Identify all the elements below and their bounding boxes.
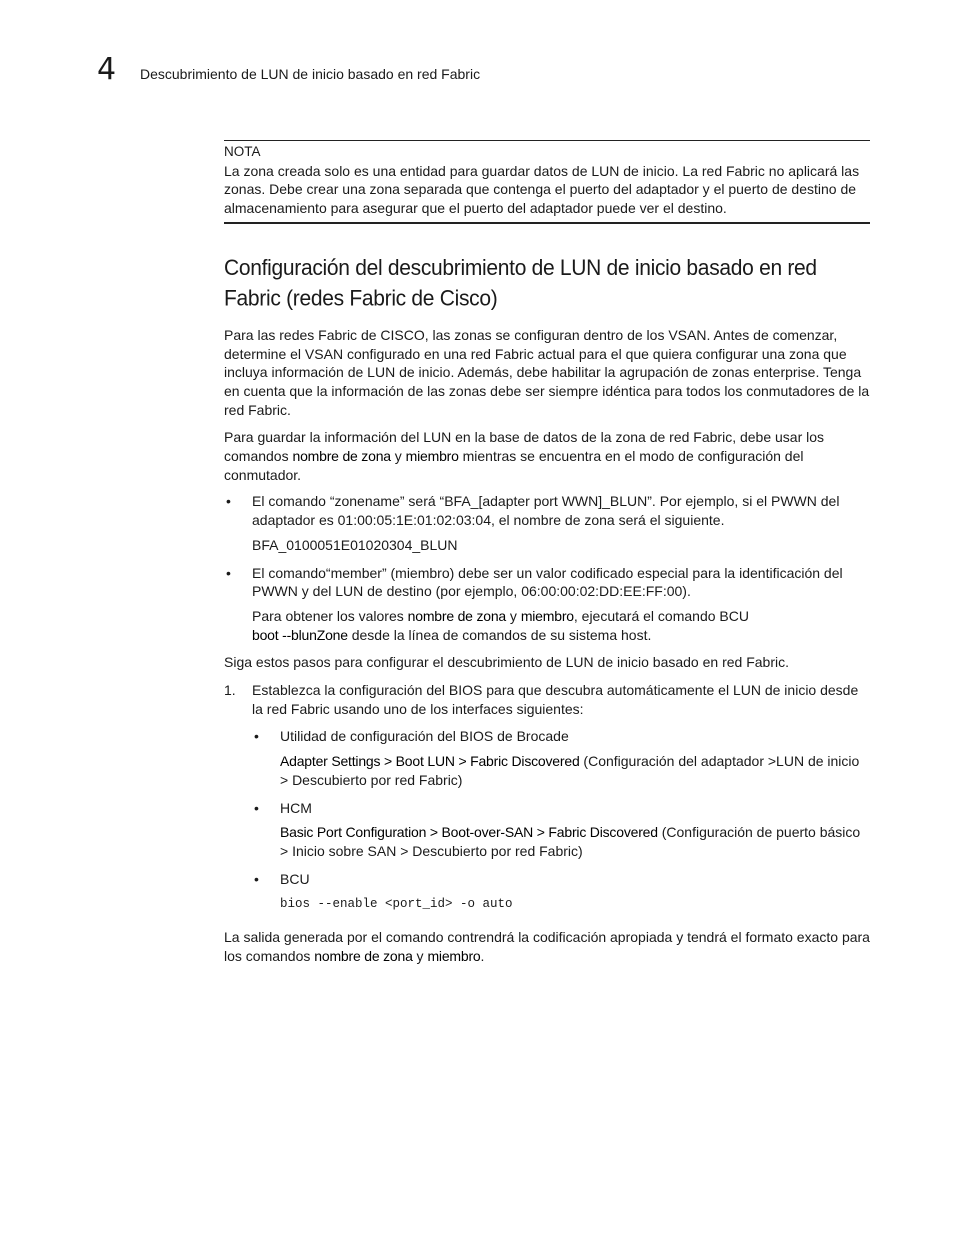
list-item: [252, 799, 870, 861]
bullet-icon: •: [226, 564, 231, 581]
keyword-member: miembro: [520, 607, 574, 624]
steps-intro: Siga estos pasos para configurar el descubrimiento de LUN de inicio basado en red Fabric.: [224, 654, 789, 671]
note-label: NOTA: [224, 144, 261, 159]
bullet-icon: •: [254, 799, 259, 816]
list-item: [224, 492, 870, 554]
list-item: [252, 727, 870, 789]
bullet-icon: •: [226, 493, 231, 510]
text-run: , ejecutará el comando BCU: [573, 607, 749, 624]
bcu-command: bios --enable <port_id> -o auto: [280, 897, 513, 912]
text-run: Para obtener los valores: [252, 607, 408, 624]
note-text: La zona creada solo es una entidad para guardar datos de LUN de inicio. La red Fabric no aplicará las zonas. Debe crear una zona separada que contenga el puerto del adaptador y el puerto de destino de almacenamiento para asegurar que el puerto del adaptador puede ver el destino.: [224, 162, 860, 217]
section-title: Configuración del descubrimiento de LUN de inicio basado en red Fabric (redes Fabric de Cisco): [224, 255, 817, 311]
step-item: [224, 681, 870, 914]
zone-name-example: BFA_0100051E01020304_BLUN: [252, 536, 458, 553]
step-number: 1.: [224, 682, 236, 699]
menu-path: [280, 823, 870, 860]
interface-label: HCM: [280, 799, 312, 816]
menu-path-keyword: Adapter Settings > Boot LUN > Fabric Discovered: [280, 753, 580, 770]
keyword-boot-blunzone: boot --blunZone: [252, 626, 348, 643]
keyword-zone-name: nombre de zona: [292, 448, 391, 465]
text-run: (Configuración de puerto básico > Inicio sobre SAN > Descubierto por red Fabric): [280, 824, 861, 859]
bullet-subtext: [252, 607, 870, 644]
running-title: Descubrimiento de LUN de inicio basado en red Fabric: [140, 66, 481, 82]
text-run: desde la línea de comandos de su sistema host.: [347, 626, 652, 643]
text-run: La salida generada por el comando contrendrá la codificación apropiada y tendrá el formato exacto para los comandos: [224, 929, 870, 964]
keyword-member: miembro: [405, 448, 459, 465]
text-run: y: [412, 947, 428, 964]
steps-list: [224, 681, 870, 914]
keyword-member: miembro: [427, 947, 481, 964]
text-run: y: [390, 448, 406, 465]
keyword-zone-name: nombre de zona: [407, 607, 507, 624]
menu-path: [280, 752, 870, 789]
text-run: mientras se encuentra en el modo de configuración del conmutador.: [224, 448, 804, 483]
interface-label: Utilidad de configuración del BIOS de Brocade: [280, 728, 569, 745]
bullet-text: El comando “zonename” será “BFA_[adapter port WWN]_BLUN”. Por ejemplo, si el PWWN del adaptador es 01:00:05:1E:01:02:03:04, el nombre de zona será el siguiente.: [252, 493, 840, 529]
interface-label: BCU: [280, 870, 310, 887]
bullet-icon: •: [254, 870, 259, 887]
text-run: Para guardar la información del LUN en la base de datos de la zona de red Fabric, debe usar los comandos: [224, 429, 825, 465]
step-text: Establezca la configuración del BIOS para que descubra automáticamente el LUN de inicio desde la red Fabric usando uno de los interfaces siguientes:: [252, 682, 859, 717]
text-run: (Configuración del adaptador >LUN de inicio > Descubierto por red Fabric): [280, 753, 860, 788]
page-content: [224, 140, 870, 966]
list-item: [252, 870, 870, 914]
interface-list: [252, 727, 870, 914]
paragraph-intro: Para las redes Fabric de CISCO, las zonas se configuran dentro de los VSAN. Antes de comenzar, determine el VSAN configurado en una red Fabric actual para el que quiera configurar una zona que incluya información de LUN de inicio. Además, debe habilitar la agrupación de zonas enterprise. Tenga en cuenta que la información de las zonas debe ser siempre idéntica para todos los conmutadores de la red Fabric.: [224, 326, 870, 418]
bullet-text: El comando“member” (miembro) debe ser un valor codificado especial para la identificación del PWWN y del LUN de destino (por ejemplo, 06:00:00:02:DD:EE:FF:00).: [252, 564, 843, 600]
bullet-list: [224, 492, 870, 644]
menu-path-keyword: Basic Port Configuration > Boot-over-SAN > Fabric Discovered: [280, 824, 658, 841]
text-run: y: [506, 607, 521, 624]
chapter-number: 4: [97, 52, 117, 87]
text-run: .: [480, 947, 485, 964]
bullet-icon: •: [254, 728, 259, 745]
paragraph-output: [224, 928, 870, 965]
note-box: [224, 140, 870, 224]
keyword-zone-name: nombre de zona: [314, 947, 413, 964]
list-item: [224, 564, 870, 645]
paragraph-commands: [224, 428, 870, 484]
